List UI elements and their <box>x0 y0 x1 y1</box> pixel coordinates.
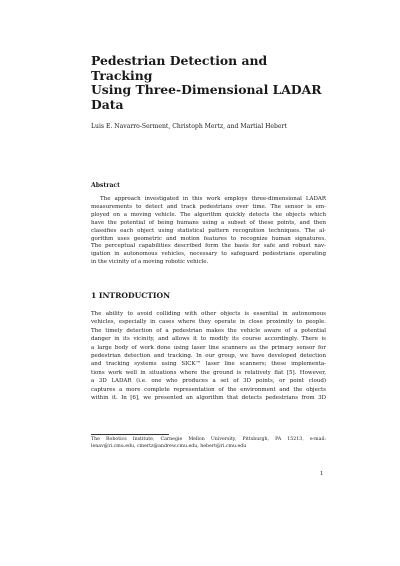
body-line: pedestrian detection and tracking. In our group, we have developed detection <box>91 353 326 360</box>
body-line: a large body of work done using laser line scanners as the primary sensor for <box>91 344 326 351</box>
title-line: Using Three-Dimensional LADAR <box>91 82 322 98</box>
body-line: The ability to avoid colliding with other objects is essential in autonomous <box>91 311 326 317</box>
body-line: a 3D LADAR (i.e. one who produces a set of 3D points, or point cloud) <box>91 378 326 385</box>
abstract-line: ployed on a moving vehicle. The algorithm quickly detects the objects which <box>91 211 326 218</box>
introduction-body <box>91 310 326 402</box>
body-line: tions work well in situations where the ground is relatively flat [5]. However, <box>91 369 326 376</box>
abstract-line: gorithm uses geometric and motion features to recognize human signatures. <box>91 235 326 242</box>
body-line: within it. In [6], we presented an algorithm that detects pedestrians from 3D <box>91 395 326 402</box>
author-list: Luis E. Navarro-Serment, Christoph Mertz, and Martial Hebert <box>91 123 287 130</box>
section-heading-introduction: 1 INTRODUCTION <box>91 291 171 300</box>
abstract-line: in the vicinity of a moving robotic vehicle. <box>91 259 209 266</box>
body-line: vehicles, especially in cases where they operate in close proximity to people. <box>91 319 326 326</box>
footnote-line: lenav@ri.cmu.edu, cmertz@andrew.cmu.edu, hebert@ri.cmu.edu <box>91 443 247 449</box>
abstract-line: The perceptual capabilities described form the basis for safe and robust nav- <box>91 243 326 250</box>
abstract-heading: Abstract <box>91 182 120 189</box>
abstract-line: igation in autonomous vehicles, necessary to safeguard pedestrians operating <box>91 251 326 258</box>
title-line: Data <box>91 96 124 112</box>
footnote-rule <box>91 434 169 435</box>
body-line: The timely detection of a pedestrian makes the vehicle aware of a potential <box>91 327 326 334</box>
body-line: captures a more complete representation of the environment and the objects <box>91 386 326 393</box>
abstract-line: have the potential of being humans using a subset of these points, and then <box>91 219 326 226</box>
abstract-line: The approach investigated in this work employs three-dimensional LADAR <box>100 196 326 202</box>
abstract-line: classifies each object using statistical pattern recognition techniques. The al- <box>91 227 326 234</box>
abstract-body <box>91 196 326 267</box>
body-line: danger in its vicinity, and allows it to modify its course accordingly. There is <box>91 336 326 343</box>
body-line: and tracking systems using SICK™ laser line scanners; these implementa- <box>91 361 326 368</box>
page-number: 1 <box>320 471 324 477</box>
title-line: Pedestrian Detection and Tracking <box>91 53 268 83</box>
footnote-line: The Robotics Institute, Carnegie Mellon University, Pittsburgh, PA 15213, e-mail: <box>91 437 326 442</box>
paper-title <box>91 54 331 112</box>
abstract-line: measurements to detect and track pedestrians over time. The sensor is em- <box>91 203 326 210</box>
affiliation-footnote <box>91 437 326 450</box>
